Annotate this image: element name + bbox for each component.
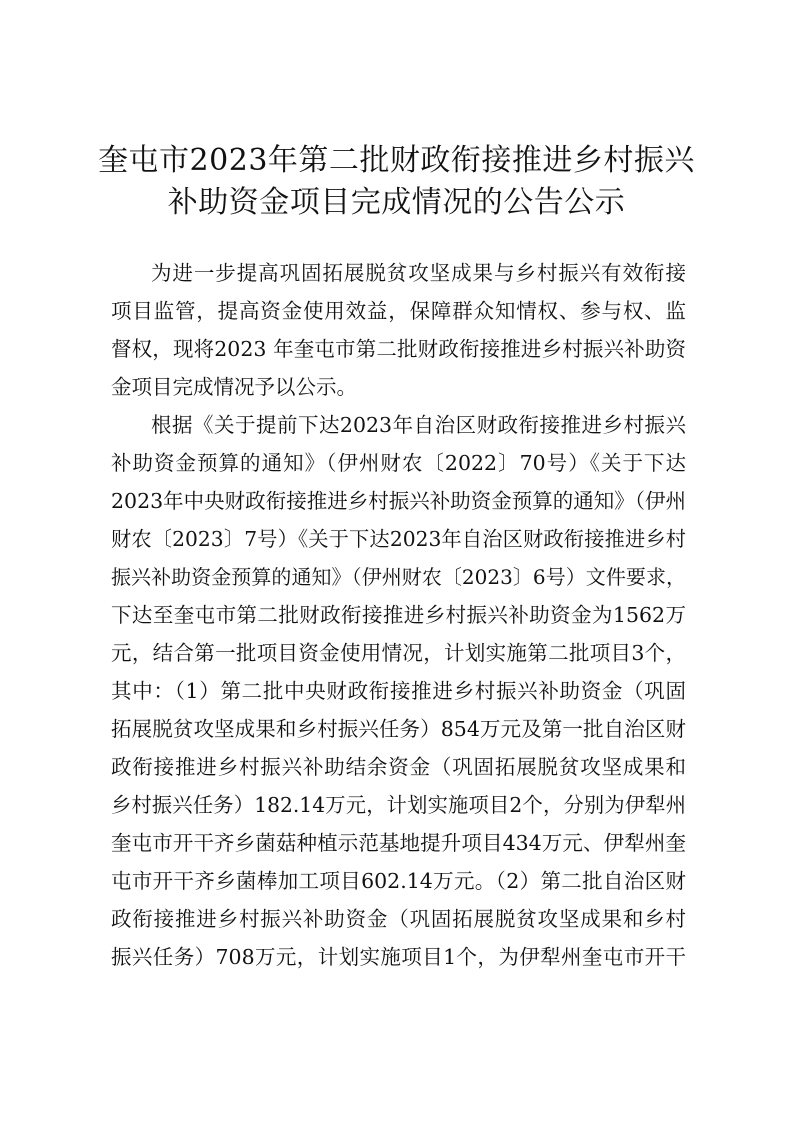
paragraph-2-line-7: 元，结合第一批项目资金使用情况，计划实施第二批项目3个，	[111, 641, 686, 665]
paragraph-2-line-13: 屯市开干齐乡菌棒加工项目602.14万元。（2）第二批自治区财	[111, 869, 686, 893]
paragraph-2-line-6: 下达至奎屯市第二批财政衔接推进乡村振兴补助资金为1562万	[111, 603, 686, 627]
paragraph-1-line-1: 为进一步提高巩固拓展脱贫攻坚成果与乡村振兴有效衔接	[151, 261, 686, 285]
paragraph-1-line-3: 督权，现将2023 年奎屯市第二批财政衔接推进乡村振兴补助资	[111, 337, 686, 361]
paragraph-2-line-14: 政衔接推进乡村振兴补助资金（巩固拓展脱贫攻坚成果和乡村	[111, 907, 686, 931]
paragraph-2-line-2: 补助资金预算的通知》（伊州财农〔2022〕70号）《关于下达	[111, 451, 686, 475]
document-title-line-2: 补助资金项目完成情况的公告公示	[167, 185, 626, 220]
paragraph-2-line-5: 振兴补助资金预算的通知》（伊州财农〔2023〕6号）文件要求，	[111, 565, 686, 589]
paragraph-2-line-9: 拓展脱贫攻坚成果和乡村振兴任务）854万元及第一批自治区财	[111, 717, 686, 741]
paragraph-2-line-1: 根据《关于提前下达2023年自治区财政衔接推进乡村振兴	[151, 413, 686, 437]
document-title-line-1: 奎屯市2023年第二批财政衔接推进乡村振兴	[98, 143, 695, 178]
paragraph-2-line-10: 政衔接推进乡村振兴补助结余资金（巩固拓展脱贫攻坚成果和	[111, 755, 686, 779]
paragraph-2-line-8: 其中：（1）第二批中央财政衔接推进乡村振兴补助资金（巩固	[111, 679, 686, 703]
paragraph-1-line-4: 金项目完成情况予以公示。	[111, 375, 357, 399]
paragraph-2-line-12: 奎屯市开干齐乡菌菇种植示范基地提升项目434万元、伊犁州奎	[111, 831, 686, 855]
paragraph-1-line-2: 项目监管，提高资金使用效益，保障群众知情权、参与权、监	[111, 299, 686, 323]
paragraph-2-line-11: 乡村振兴任务）182.14万元，计划实施项目2个，分别为伊犁州	[111, 793, 686, 817]
paragraph-2-line-4: 财农〔2023〕7号）《关于下达2023年自治区财政衔接推进乡村	[111, 527, 686, 551]
paragraph-2-line-3: 2023年中央财政衔接推进乡村振兴补助资金预算的通知》（伊州	[111, 489, 686, 513]
paragraph-2-line-15: 振兴任务）708万元，计划实施项目1个，为伊犁州奎屯市开干	[111, 945, 686, 969]
